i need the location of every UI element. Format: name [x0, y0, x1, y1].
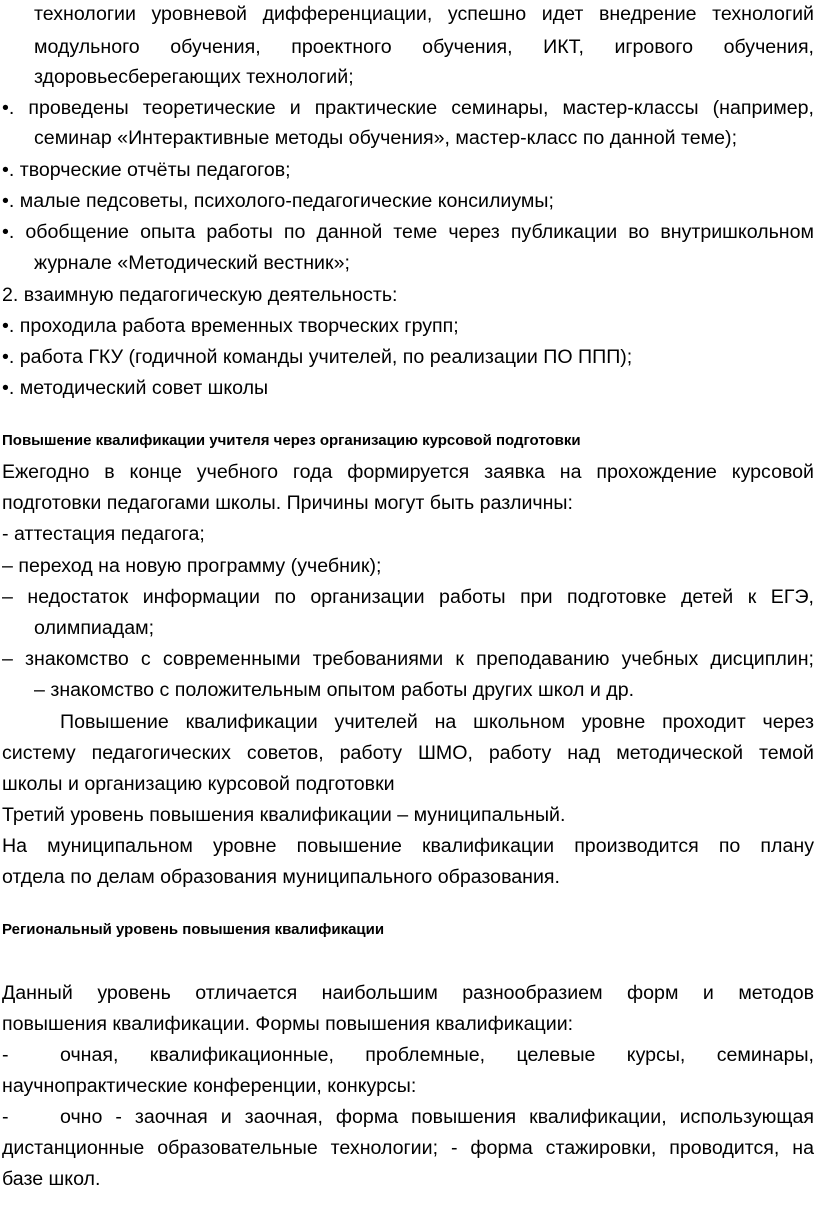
section-heading: Региональный уровень повышения квалификации	[2, 921, 385, 938]
list-item: – знакомство с положительным опытом работы других школ и др.	[34, 679, 635, 701]
paragraph-line: систему педагогических советов, работу ШМО, работу над методической темой	[2, 742, 814, 764]
text-line: здоровьесберегающих технологий;	[34, 66, 354, 88]
list-item: – переход на новую программу (учебник);	[2, 555, 382, 577]
text-line: журнале «Методический вестник»;	[34, 252, 350, 274]
paragraph-line: Данный уровень отличается наибольшим разнообразием форм и методов	[2, 982, 814, 1004]
text-line: семинар «Интерактивные методы обучения», мастер-класс по данной теме);	[34, 127, 738, 149]
paragraph-line: школы и организацию курсовой подготовки	[2, 773, 395, 795]
bullet-item: •. творческие отчёты педагогов;	[2, 159, 291, 181]
paragraph-line: Третий уровень повышения квалификации – муниципальный.	[2, 804, 566, 826]
bullet-item: •. методический совет школы	[2, 377, 269, 399]
bullet-item: •. малые педсоветы, психолого-педагогические консилиумы;	[2, 190, 554, 212]
list-item: – знакомство с современными требованиями к преподаванию учебных дисциплин;	[2, 648, 814, 670]
bullet-item: •. проведены теоретические и практические семинары, мастер-классы (например,	[2, 97, 814, 119]
text-line: подготовки педагогами школы. Причины могут быть различны:	[2, 492, 573, 514]
section-heading: Повышение квалификации учителя через организацию курсовой подготовки	[2, 432, 581, 449]
list-dash: -	[2, 1106, 9, 1128]
list-dash: -	[2, 1044, 9, 1066]
list-item: очная, квалификационные, проблемные, целевые курсы, семинары,	[60, 1044, 814, 1066]
list-item: – недостаток информации по организации работы при подготовке детей к ЕГЭ,	[2, 586, 814, 608]
text-line: базе школ.	[2, 1168, 101, 1190]
bullet-item: •. обобщение опыта работы по данной теме через публикации во внутришкольном	[2, 221, 814, 243]
text-line: дистанционные образовательные технологии; - форма стажировки, проводится, на	[2, 1137, 814, 1159]
text-line: технологии уровневой дифференциации, успешно идет внедрение технологий	[34, 3, 814, 25]
list-item: очно - заочная и заочная, форма повышения квалификации, использующая	[60, 1106, 814, 1128]
paragraph-line: Повышение квалификации учителей на школьном уровне проходит через	[60, 711, 814, 733]
text-line: Ежегодно в конце учебного года формируется заявка на прохождение курсовой	[2, 461, 814, 483]
numbered-item: 2. взаимную педагогическую деятельность:	[2, 284, 398, 306]
bullet-item: •. проходила работа временных творческих групп;	[2, 315, 459, 337]
text-line: научнопрактические конференции, конкурсы:	[2, 1075, 417, 1097]
paragraph-line: На муниципальном уровне повышение квалификации производится по плану	[2, 835, 814, 857]
paragraph-line: отдела по делам образования муниципального образования.	[2, 866, 560, 888]
paragraph-line: повышения квалификации. Формы повышения квалификации:	[2, 1013, 574, 1035]
bullet-item: •. работа ГКУ (годичной команды учителей, по реализации ПО ППП);	[2, 346, 633, 368]
text-line: олимпиадам;	[34, 617, 155, 639]
list-item: - аттестация педагога;	[2, 523, 205, 545]
text-line: модульного обучения, проектного обучения, ИКТ, игрового обучения,	[34, 36, 814, 58]
